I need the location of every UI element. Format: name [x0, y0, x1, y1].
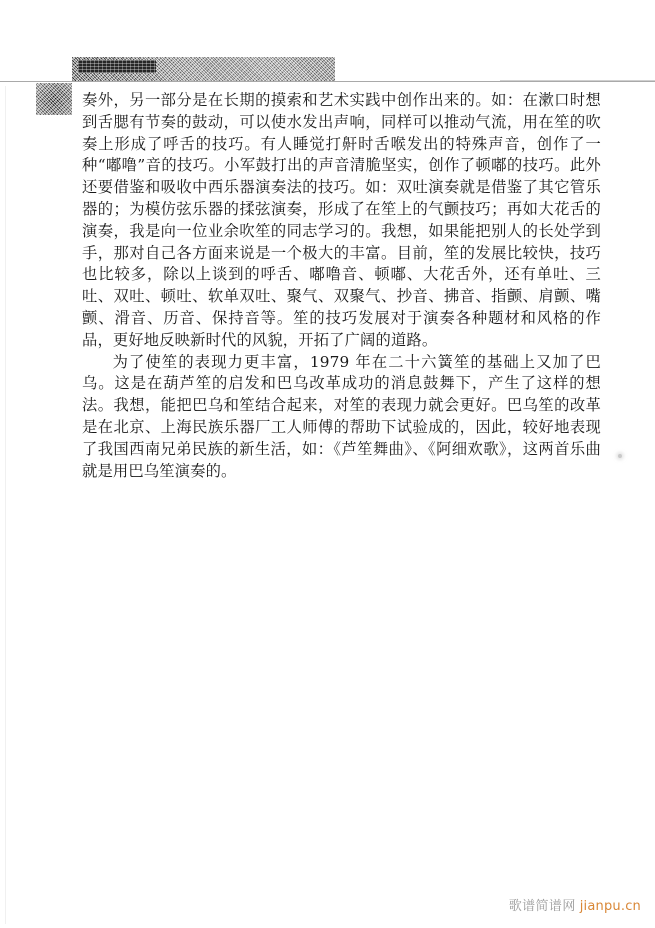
site-watermark — [509, 895, 641, 914]
watermark-site-name: 歌谱简谱网 — [508, 899, 576, 914]
body-paragraph: 奏外，另一部分是在长期的摸索和艺术实践中创作出来的。如：在漱口时想到舌腮有节奏的鼓动，可以使水发出声响，同样可以推动气流，用在笙的吹奏上形成了呼舌的技巧。有人睡觉打鼾时舌喉发出的特殊声音，创作了一种“嘟噜”音的技巧。小军鼓打出的声音清脆坚实，创作了顿嘟的技巧。此外还要借鉴和吸收中西乐器演奏法的技巧。如：双吐演奏就是借鉴了其它管乐器的；为模仿弦乐器的揉弦演奏，形成了在笙上的气颤技巧；再如大花舌的演奏，我是向一位业余吹笙的同志学习的。我想，如果能把别人的长处学到手，那对自己各方面来说是一个极大的丰富。目前，笙的发展比较快，技巧也比较多，除以上谈到的呼舌、嘟噜音、顿嘟、大花舌外，还有单吐、三吐、双吐、顿吐、软单双吐、聚气、双聚气、抄音、拂音、指颤、肩颤、嘴颤、滑音、历音、保持音等。笙的技巧发展对于演奏各种题材和风格的作品，更好地反映新时代的风貌，开拓了广阔的道路。 — [82, 91, 601, 349]
header-divider-rule — [0, 81, 655, 82]
gutter-smudge-artifact — [36, 83, 72, 115]
running-head-band — [72, 57, 335, 82]
body-paragraph: 为了使笙的表现力更丰富，1979 年在二十六簧笙的基础上又加了巴乌。这是在葫芦笙的启发和巴乌改革成功的消息鼓舞下，产生了这样的想法。我想，能把巴乌和笙结合起来，对笙的表现力就会更好。巴乌笙的改革是在北京、上海民族乐器厂工人师傅的帮助下试验成的，因此，较好地表现了我国西南兄弟民族的新生活，如：《芦笙舞曲》、《阿细欢歌》，这两首乐曲就是用巴乌笙演奏的。 — [82, 352, 601, 480]
left-scan-line-artifact — [5, 86, 6, 924]
margin-speck-artifact — [618, 454, 622, 458]
running-head-text — [78, 60, 156, 73]
body-text-column — [82, 90, 601, 482]
watermark-url: jianpu.cn — [579, 899, 641, 914]
